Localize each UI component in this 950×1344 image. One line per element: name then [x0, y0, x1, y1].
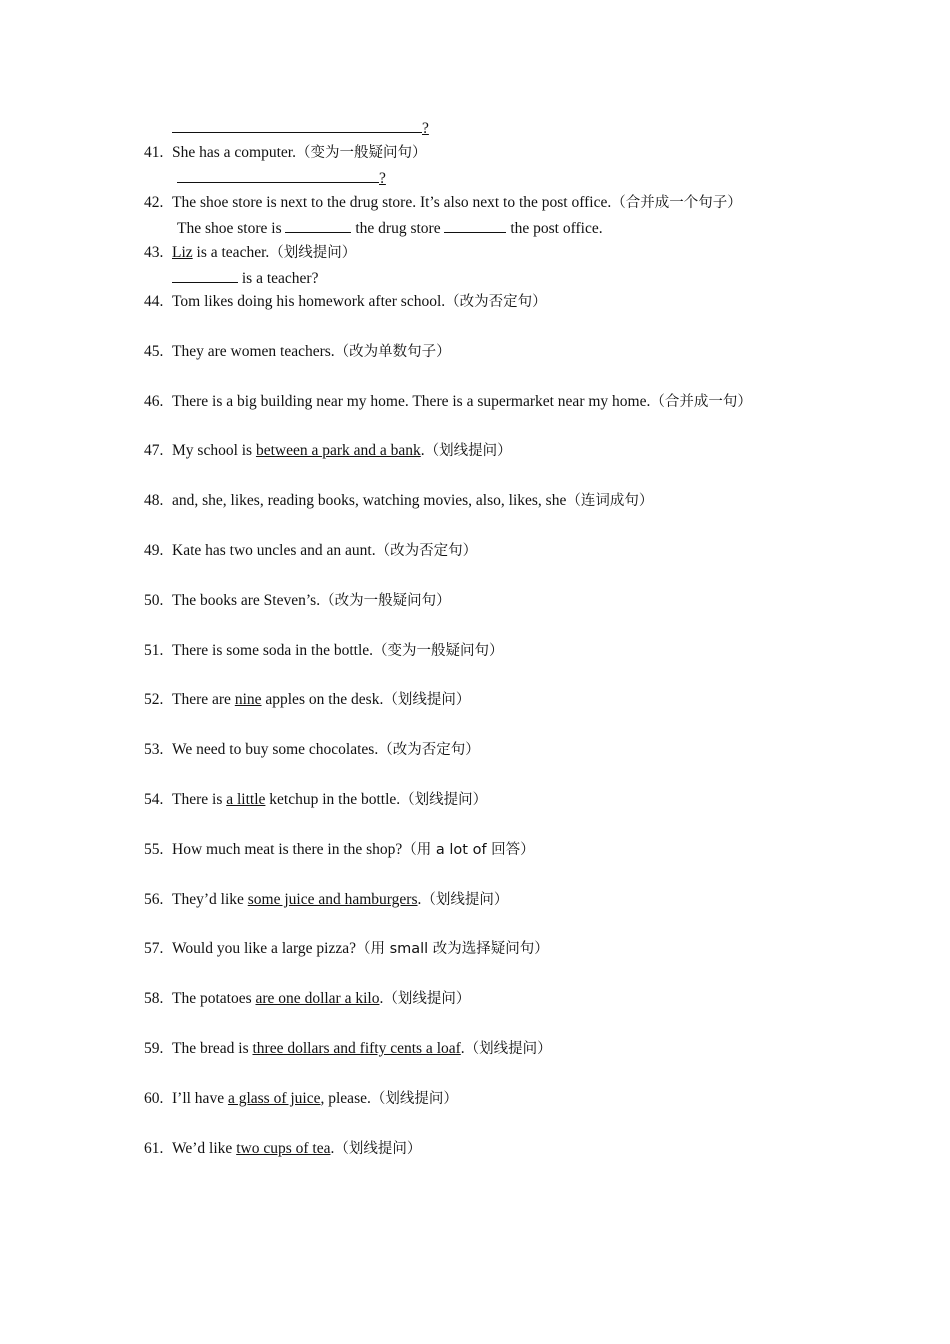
fill-blank	[172, 268, 238, 283]
question-41: 41. She has a computer.（变为一般疑问句）	[144, 144, 427, 161]
question-48	[144, 491, 653, 511]
underlined-part: a little	[226, 791, 266, 808]
question-53	[144, 740, 480, 760]
answer-line-41: ?	[177, 168, 386, 189]
instruction-note: （用 a lot of 回答）	[402, 842, 535, 858]
question-47	[144, 441, 512, 461]
instruction-note: （变为一般疑问句）	[373, 643, 504, 659]
question-61	[144, 1139, 421, 1159]
question-text: The potatoes	[172, 990, 256, 1007]
question-number: 61.	[144, 1140, 164, 1157]
fill-blank	[444, 218, 506, 233]
question-51	[144, 641, 504, 661]
question-55	[144, 840, 535, 860]
instruction-note: （连词成句）	[566, 493, 654, 509]
question-text: They are women teachers.	[172, 343, 335, 360]
instruction-note: （改为一般疑问句）	[320, 593, 451, 609]
question-58	[144, 989, 470, 1009]
question-number: 56.	[144, 891, 164, 908]
question-text: My school is	[172, 442, 256, 459]
question-number: 53.	[144, 741, 164, 758]
question-42: 42. The shoe store is next to the drug store. It’s also next to the post office.（合并成一个句子）	[144, 194, 742, 211]
question-46	[144, 392, 752, 412]
instruction-note: （改为否定句）	[445, 294, 547, 310]
question-number: 46.	[144, 393, 164, 410]
question-text: They’d like	[172, 891, 248, 908]
question-text-end: .	[420, 442, 425, 459]
question-number: 45.	[144, 343, 164, 360]
instruction-note: （合并成一句）	[650, 394, 752, 410]
question-number: 48.	[144, 492, 164, 509]
question-59	[144, 1039, 552, 1059]
question-text: How much meat is there in the shop?	[172, 841, 403, 858]
instruction-note: （划线提问）	[421, 892, 509, 908]
question-49	[144, 541, 477, 561]
question-text-end: .	[460, 1040, 465, 1057]
instruction-note: （改为否定句）	[375, 543, 478, 559]
question-text: The bread is	[172, 1040, 253, 1057]
question-text: Kate has two uncles and an aunt.	[172, 542, 376, 559]
fill-blank	[285, 218, 351, 233]
question-number: 52.	[144, 691, 164, 708]
underlined-part: between a park and a bank	[255, 442, 421, 459]
question-text: We need to buy some chocolates.	[172, 741, 379, 758]
question-text: The books are Steven’s.	[172, 592, 321, 609]
question-number: 49.	[144, 542, 164, 559]
instruction-note: （划线提问）	[334, 1141, 422, 1157]
instruction-note: （划线提问）	[370, 1091, 458, 1107]
answer-line-top: ?	[172, 118, 429, 139]
question-number: 44.	[144, 293, 164, 310]
question-56	[144, 890, 508, 910]
underlined-part: are one dollar a kilo	[255, 990, 380, 1007]
question-number: 60.	[144, 1090, 164, 1107]
question-text-end: .	[417, 891, 422, 908]
question-43: 43. Liz is a teacher.（划线提问）	[144, 244, 357, 261]
instruction-note: （改为单数句子）	[334, 344, 451, 360]
question-text-end: .	[330, 1140, 335, 1157]
instruction-note: （划线提问）	[400, 792, 488, 808]
question-text: We’d like	[172, 1140, 237, 1157]
fill-line-43: is a teacher?	[172, 268, 318, 289]
question-text-end: ketchup in the bottle.	[265, 791, 401, 808]
question-52	[144, 690, 470, 710]
underlined-part: nine	[234, 691, 262, 708]
question-50	[144, 591, 451, 611]
question-number: 59.	[144, 1040, 164, 1057]
instruction-note: （划线提问）	[383, 692, 471, 708]
question-text-end: .	[379, 990, 384, 1007]
question-number: 58.	[144, 990, 164, 1007]
underlined-part: a glass of juice	[227, 1090, 321, 1107]
answer-blank	[172, 118, 422, 133]
fill-line-42: The shoe store is the drug store the post office.	[177, 220, 603, 237]
question-text: There is a big building near my home. There is a supermarket near my home.	[172, 393, 651, 410]
question-text: There is some soda in the bottle.	[172, 642, 374, 659]
question-text: and, she, likes, reading books, watching movies, also, likes, she	[172, 492, 567, 509]
question-number: 57.	[144, 940, 164, 957]
question-number: 51.	[144, 642, 164, 659]
answer-blank	[177, 168, 379, 183]
question-number: 47.	[144, 442, 164, 459]
underlined-part: some juice and hamburgers	[247, 891, 418, 908]
underlined-part: three dollars and fifty cents a loaf	[252, 1040, 461, 1057]
instruction-note: （用 small 改为选择疑问句）	[355, 941, 549, 957]
question-45	[144, 342, 451, 362]
question-text-end: , please.	[320, 1090, 371, 1107]
question-number: 50.	[144, 592, 164, 609]
question-text: I’ll have	[172, 1090, 228, 1107]
question-text: There is	[172, 791, 227, 808]
question-number: 54.	[144, 791, 164, 808]
question-text: Would you like a large pizza?	[172, 940, 356, 957]
instruction-note: （划线提问）	[424, 443, 512, 459]
question-text-end: apples on the desk.	[261, 691, 384, 708]
question-60	[144, 1089, 458, 1109]
instruction-note: （划线提问）	[464, 1041, 552, 1057]
question-44	[144, 292, 547, 312]
question-57	[144, 939, 549, 959]
question-number: 55.	[144, 841, 164, 858]
underlined-part: two cups of tea	[236, 1140, 331, 1157]
instruction-note: （改为否定句）	[378, 742, 480, 758]
question-text: Tom likes doing his homework after school.	[172, 293, 446, 310]
question-text: There are	[172, 691, 235, 708]
instruction-note: （划线提问）	[383, 991, 471, 1007]
question-54	[144, 790, 487, 810]
